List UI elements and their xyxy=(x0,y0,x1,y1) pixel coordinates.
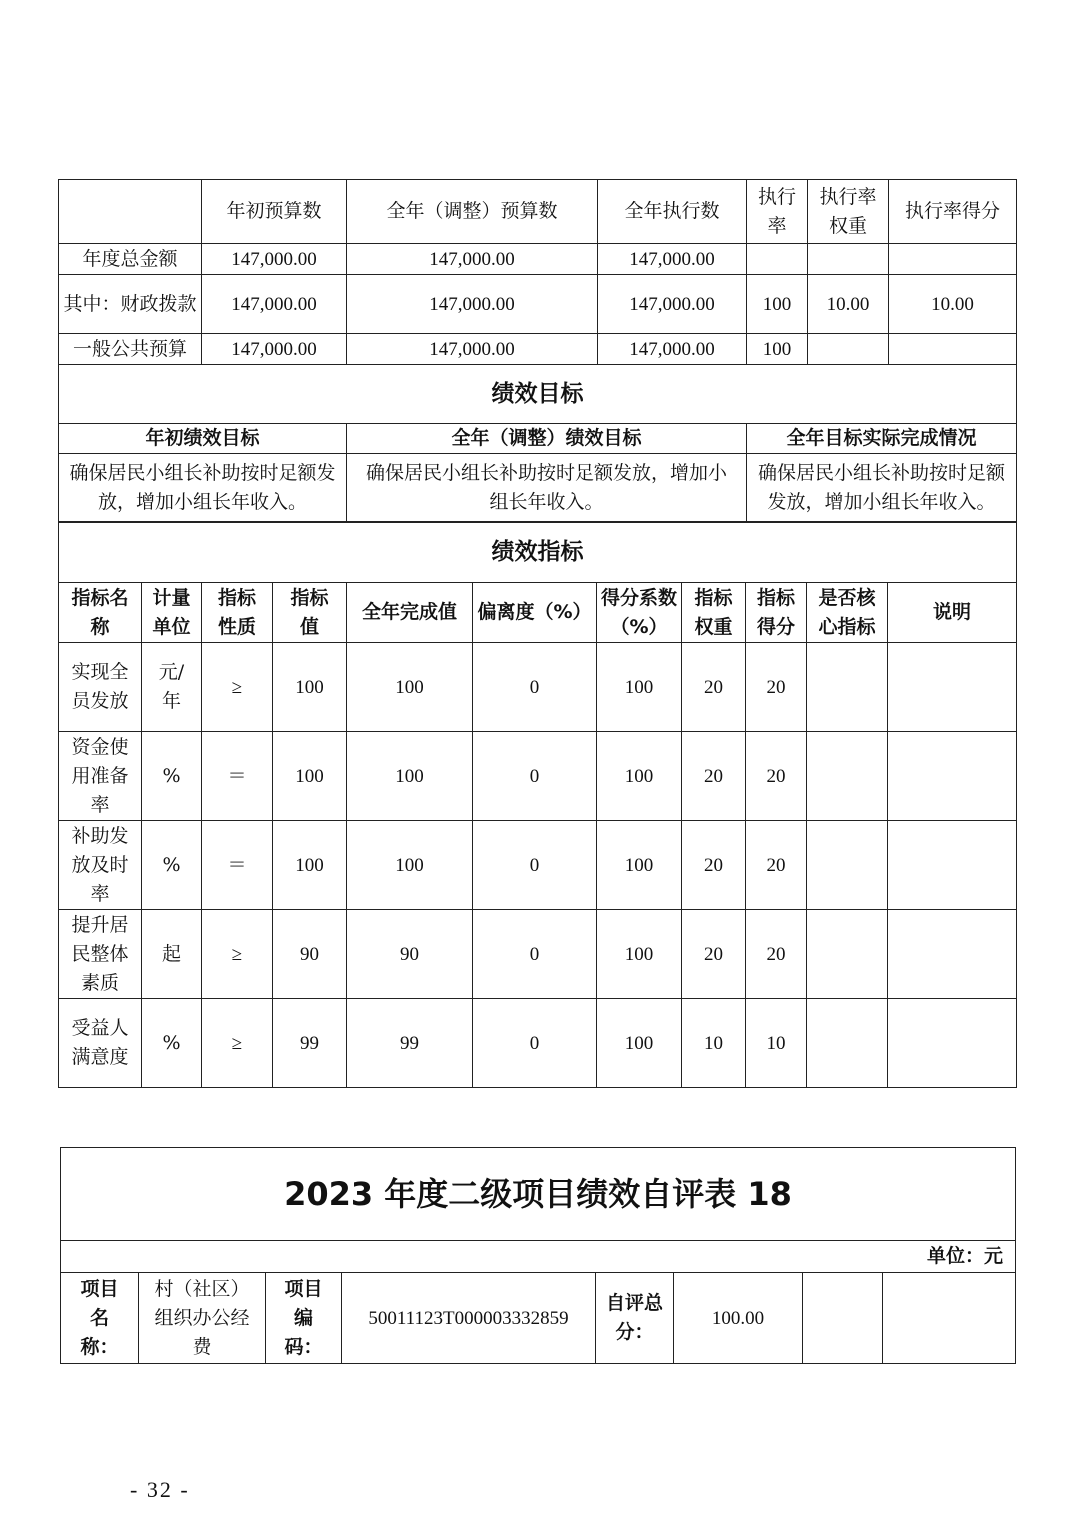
budget-row-initial: 147,000.00 xyxy=(202,244,347,275)
indicator-header-coef: 得分系数（%） xyxy=(597,583,682,643)
budget-row-weight xyxy=(808,244,889,275)
indicator-score: 20 xyxy=(746,821,807,910)
indicator-name: 补助发放及时率 xyxy=(59,821,142,910)
project-name-label: 项目名称： xyxy=(61,1273,139,1364)
indicator-row xyxy=(59,910,1017,999)
indicator-deviation: 0 xyxy=(473,910,597,999)
indicator-core xyxy=(807,821,888,910)
budget-row-adjusted: 147,000.00 xyxy=(347,275,598,334)
indicator-actual: 100 xyxy=(347,732,473,821)
indicator-nature: ＝ xyxy=(202,821,273,910)
second-unit-row xyxy=(61,1241,1016,1273)
indicator-name: 实现全员发放 xyxy=(59,643,142,732)
goals-header-row xyxy=(59,424,1017,454)
indicator-nature: ＝ xyxy=(202,732,273,821)
indicator-weight: 10 xyxy=(682,999,746,1088)
budget-row xyxy=(59,334,1017,365)
indicator-header-name: 指标名称 xyxy=(59,583,142,643)
budget-header-initial: 年初预算数 xyxy=(202,180,347,244)
indicator-target: 100 xyxy=(273,643,347,732)
indicator-nature: ≥ xyxy=(202,643,273,732)
indicator-actual: 100 xyxy=(347,821,473,910)
indicator-unit: % xyxy=(142,732,202,821)
indicator-nature: ≥ xyxy=(202,910,273,999)
project-name-value: 村（社区）组织办公经费 xyxy=(139,1273,266,1364)
indicator-note xyxy=(888,999,1017,1088)
indicator-header-note: 说明 xyxy=(888,583,1017,643)
budget-row-rate xyxy=(747,244,808,275)
performance-table-main xyxy=(58,179,1017,522)
indicator-header-unit: 计量单位 xyxy=(142,583,202,643)
indicator-weight: 20 xyxy=(682,910,746,999)
budget-row-score: 10.00 xyxy=(889,275,1017,334)
goals-value-adjusted: 确保居民小组长补助按时足额发放，增加小组长年收入。 xyxy=(347,454,747,522)
indicator-coef: 100 xyxy=(597,732,682,821)
goals-value-row xyxy=(59,454,1017,522)
indicator-score: 10 xyxy=(746,999,807,1088)
indicator-target: 99 xyxy=(273,999,347,1088)
second-project-row xyxy=(61,1273,1016,1364)
goals-header-actual: 全年目标实际完成情况 xyxy=(747,424,1017,454)
budget-row-label: 一般公共预算 xyxy=(59,334,202,365)
goals-header-adjusted: 全年（调整）绩效目标 xyxy=(347,424,747,454)
indicator-row xyxy=(59,999,1017,1088)
budget-row-adjusted: 147,000.00 xyxy=(347,244,598,275)
indicator-coef: 100 xyxy=(597,910,682,999)
budget-header-weight: 执行率权重 xyxy=(808,180,889,244)
budget-row-label: 其中：财政拨款 xyxy=(59,275,202,334)
indicator-unit: % xyxy=(142,999,202,1088)
indicator-core xyxy=(807,643,888,732)
indicator-coef: 100 xyxy=(597,821,682,910)
indicator-target: 90 xyxy=(273,910,347,999)
indicator-row xyxy=(59,643,1017,732)
budget-header-adjusted: 全年（调整）预算数 xyxy=(347,180,598,244)
budget-row-initial: 147,000.00 xyxy=(202,275,347,334)
indicator-core xyxy=(807,732,888,821)
budget-row-executed: 147,000.00 xyxy=(598,244,747,275)
budget-row-weight xyxy=(808,334,889,365)
indicator-name: 资金使用准备率 xyxy=(59,732,142,821)
budget-header-rate: 执行率 xyxy=(747,180,808,244)
indicator-target: 100 xyxy=(273,821,347,910)
indicator-header-core: 是否核心指标 xyxy=(807,583,888,643)
budget-row-adjusted: 147,000.00 xyxy=(347,334,598,365)
budget-header-blank xyxy=(59,180,202,244)
indicator-score: 20 xyxy=(746,910,807,999)
budget-row-executed: 147,000.00 xyxy=(598,334,747,365)
budget-row-weight: 10.00 xyxy=(808,275,889,334)
indicator-note xyxy=(888,821,1017,910)
second-title xyxy=(61,1148,1016,1241)
indicators-title-row xyxy=(59,523,1017,583)
goals-value-initial: 确保居民小组长补助按时足额发放，增加小组长年收入。 xyxy=(59,454,347,522)
indicator-deviation: 0 xyxy=(473,821,597,910)
goals-title-row xyxy=(59,365,1017,424)
second-title-text: 2023 年度二级项目绩效自评表 18 xyxy=(284,1174,792,1213)
indicator-weight: 20 xyxy=(682,732,746,821)
self-score-label: 自评总分： xyxy=(596,1273,674,1364)
indicator-row xyxy=(59,821,1017,910)
indicator-core xyxy=(807,910,888,999)
budget-row-score xyxy=(889,334,1017,365)
indicator-header-actual: 全年完成值 xyxy=(347,583,473,643)
blank-cell xyxy=(883,1273,1016,1364)
indicator-unit: 起 xyxy=(142,910,202,999)
indicator-header-score: 指标得分 xyxy=(746,583,807,643)
indicator-unit: % xyxy=(142,821,202,910)
budget-row-executed: 147,000.00 xyxy=(598,275,747,334)
second-title-row xyxy=(61,1148,1016,1241)
indicators-table xyxy=(58,522,1017,1088)
indicator-score: 20 xyxy=(746,732,807,821)
page-number: - 32 - xyxy=(130,1477,190,1502)
indicator-deviation: 0 xyxy=(473,643,597,732)
indicators-header-row xyxy=(59,583,1017,643)
goals-title: 绩效目标 xyxy=(59,365,1017,424)
budget-header-score: 执行率得分 xyxy=(889,180,1017,244)
indicator-header-weight: 指标权重 xyxy=(682,583,746,643)
budget-row-rate: 100 xyxy=(747,275,808,334)
budget-row-score xyxy=(889,244,1017,275)
indicator-unit: 元/年 xyxy=(142,643,202,732)
budget-row xyxy=(59,244,1017,275)
indicator-core xyxy=(807,999,888,1088)
indicators-title: 绩效指标 xyxy=(59,523,1017,583)
indicator-header-deviation: 偏离度（%） xyxy=(473,583,597,643)
indicator-coef: 100 xyxy=(597,999,682,1088)
indicator-weight: 20 xyxy=(682,643,746,732)
indicator-note xyxy=(888,910,1017,999)
self-score-value: 100.00 xyxy=(674,1273,803,1364)
indicator-score: 20 xyxy=(746,643,807,732)
budget-row-rate: 100 xyxy=(747,334,808,365)
indicator-header-target: 指标值 xyxy=(273,583,347,643)
budget-header-executed: 全年执行数 xyxy=(598,180,747,244)
indicator-name: 提升居民整体素质 xyxy=(59,910,142,999)
indicator-name: 受益人满意度 xyxy=(59,999,142,1088)
project-code-value: 50011123T000003332859 xyxy=(342,1273,596,1364)
indicator-coef: 100 xyxy=(597,643,682,732)
goals-header-initial: 年初绩效目标 xyxy=(59,424,347,454)
budget-header-row xyxy=(59,180,1017,244)
indicator-row xyxy=(59,732,1017,821)
second-unit: 单位：元 xyxy=(61,1241,1016,1273)
indicator-header-nature: 指标性质 xyxy=(202,583,273,643)
budget-row-initial: 147,000.00 xyxy=(202,334,347,365)
budget-row xyxy=(59,275,1017,334)
indicator-target: 100 xyxy=(273,732,347,821)
indicator-actual: 90 xyxy=(347,910,473,999)
second-project-table xyxy=(60,1147,1016,1364)
indicator-weight: 20 xyxy=(682,821,746,910)
blank-cell xyxy=(803,1273,883,1364)
indicator-deviation: 0 xyxy=(473,732,597,821)
indicator-actual: 99 xyxy=(347,999,473,1088)
indicator-note xyxy=(888,643,1017,732)
goals-value-actual: 确保居民小组长补助按时足额发放，增加小组长年收入。 xyxy=(747,454,1017,522)
budget-row-label: 年度总金额 xyxy=(59,244,202,275)
indicator-deviation: 0 xyxy=(473,999,597,1088)
indicator-nature: ≥ xyxy=(202,999,273,1088)
indicator-note xyxy=(888,732,1017,821)
project-code-label: 项目编码： xyxy=(266,1273,342,1364)
indicator-actual: 100 xyxy=(347,643,473,732)
